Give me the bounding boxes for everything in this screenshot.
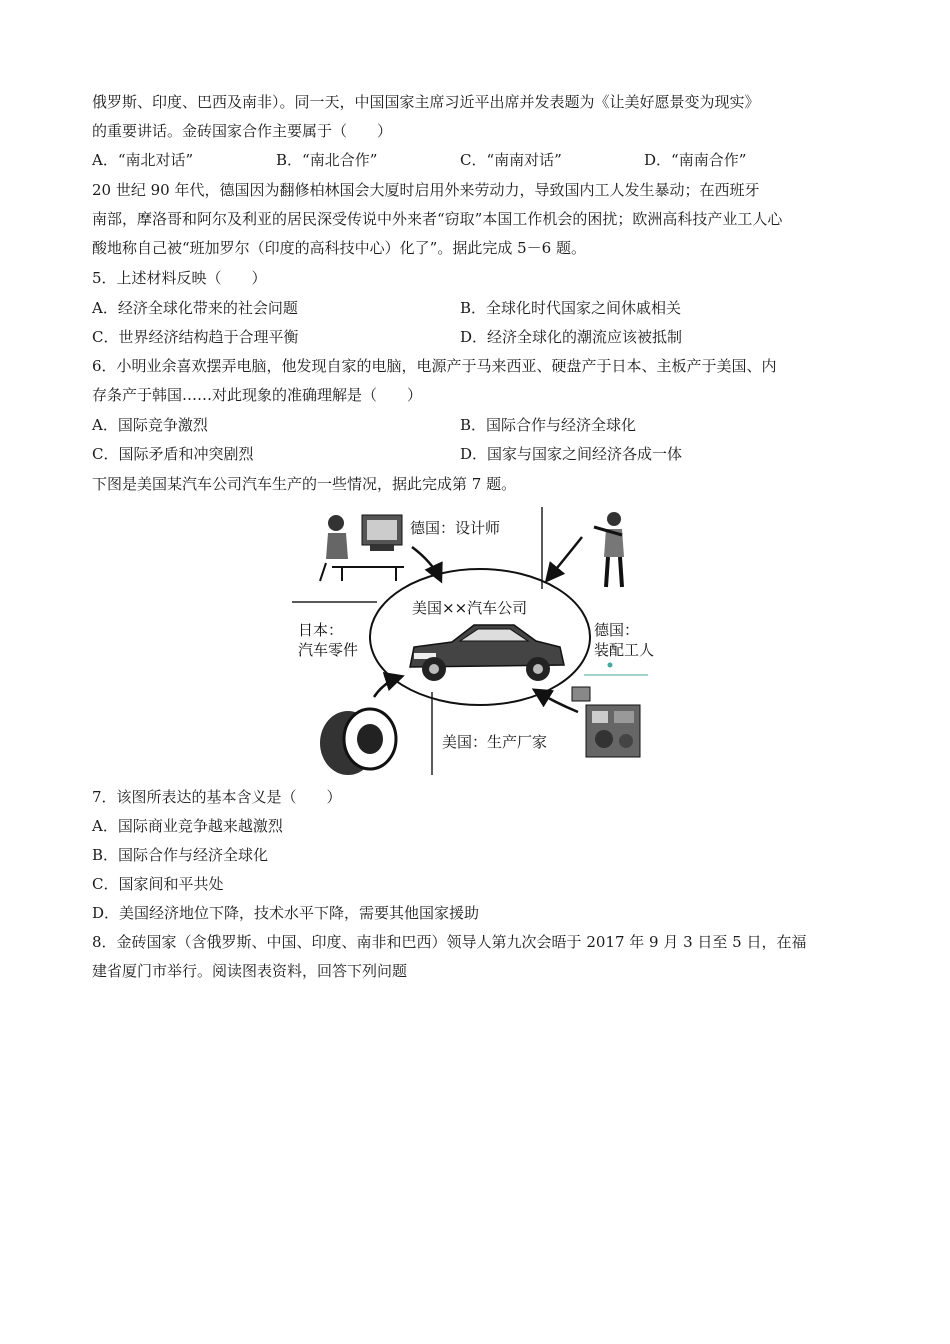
label-germany-assembly-line-1: 德国： bbox=[594, 621, 640, 639]
label-usa-factory: 美国：生产厂家 bbox=[442, 733, 548, 751]
q7-option-c: C．国家间和平共处 bbox=[92, 875, 224, 893]
q6-option-d: D．国家与国家之间经济各成一体 bbox=[460, 445, 683, 463]
label-germany-design: 德国：设计师 bbox=[410, 519, 501, 537]
car-icon bbox=[410, 625, 564, 681]
assembly-worker-icon bbox=[594, 512, 624, 587]
q4-option-b: B．“南北合作” bbox=[276, 151, 378, 169]
q5-option-b: B．全球化时代国家之间休戚相关 bbox=[460, 299, 682, 317]
q7-stem: 7．该图所表达的基本含义是（ ） bbox=[92, 788, 342, 806]
passage-line-2: 南部，摩洛哥和阿尔及利亚的居民深受传说中外来者“窃取”本国工作机会的困扰；欧洲高科技产业工人心 bbox=[92, 210, 783, 228]
q5-stem: 5．上述材料反映（ ） bbox=[92, 269, 267, 287]
intro-line-1: 俄罗斯、印度、巴西及南非）。同一天，中国国家主席习近平出席并发表题为《让美好愿景变为现实》 bbox=[92, 93, 760, 111]
label-japan-line-2: 汽车零件 bbox=[298, 641, 359, 659]
q4-option-a: A．“南北对话” bbox=[92, 151, 194, 169]
figure-intro: 下图是美国某汽车公司汽车生产的一些情况，据此完成第 7 题。 bbox=[92, 475, 517, 493]
q5-option-a: A．经济全球化带来的社会问题 bbox=[92, 299, 298, 317]
q6-option-b: B．国际合作与经济全球化 bbox=[460, 416, 637, 434]
q8-stem-line-1: 8．金砖国家（含俄罗斯、中国、印度、南非和巴西）领导人第九次会晤于 2017 年 9 月 3 日至 5 日，在福 bbox=[92, 933, 807, 951]
q7-option-d: D．美国经济地位下降，技术水平下降，需要其他国家援助 bbox=[92, 904, 480, 922]
q6-stem-line-2: 存条产于韩国……对此现象的准确理解是（ ） bbox=[92, 386, 423, 404]
q4-option-d: D．“南南合作” bbox=[644, 151, 747, 169]
intro-line-2: 的重要讲话。金砖国家合作主要属于（ ） bbox=[92, 122, 393, 140]
q7-option-a: A．国际商业竞争越来越激烈 bbox=[92, 817, 283, 835]
passage-line-3: 酸地称自己被“班加罗尔（印度的高科技中心）化了”。据此完成 5－6 题。 bbox=[92, 239, 586, 257]
q5-option-d: D．经济全球化的潮流应该被抵制 bbox=[460, 328, 683, 346]
q6-option-c: C．国际矛盾和冲突剧烈 bbox=[92, 445, 254, 463]
q8-stem-line-2: 建省厦门市举行。阅读图表资料，回答下列问题 bbox=[92, 962, 408, 980]
arrow-worker bbox=[548, 537, 582, 579]
q5-option-c: C．世界经济结构趋于合理平衡 bbox=[92, 328, 299, 346]
label-germany-assembly-line-2: 装配工人 bbox=[594, 641, 655, 659]
designer-at-computer-icon bbox=[320, 515, 404, 581]
q6-stem-line-1: 6．小明业余喜欢摆弄电脑，他发现自家的电脑，电源产于马来西亚、硬盘产于日本、主板产于美国、内 bbox=[92, 357, 777, 375]
tire-icon bbox=[320, 709, 396, 775]
factory-engine-icon bbox=[572, 687, 640, 757]
auto-production-diagram bbox=[292, 507, 662, 775]
q4-option-c: C．“南南对话” bbox=[460, 151, 562, 169]
passage-line-1: 20 世纪 90 年代，德国因为翻修柏林国会大厦时启用外来劳动力，导致国内工人发生暴动；在西班牙 bbox=[92, 181, 760, 199]
marker-dot bbox=[608, 663, 613, 668]
label-japan-line-1: 日本： bbox=[298, 621, 344, 639]
q7-option-b: B．国际合作与经济全球化 bbox=[92, 846, 269, 864]
q6-option-a: A．国际竞争激烈 bbox=[92, 416, 208, 434]
label-center-company: 美国××汽车公司 bbox=[412, 599, 528, 617]
